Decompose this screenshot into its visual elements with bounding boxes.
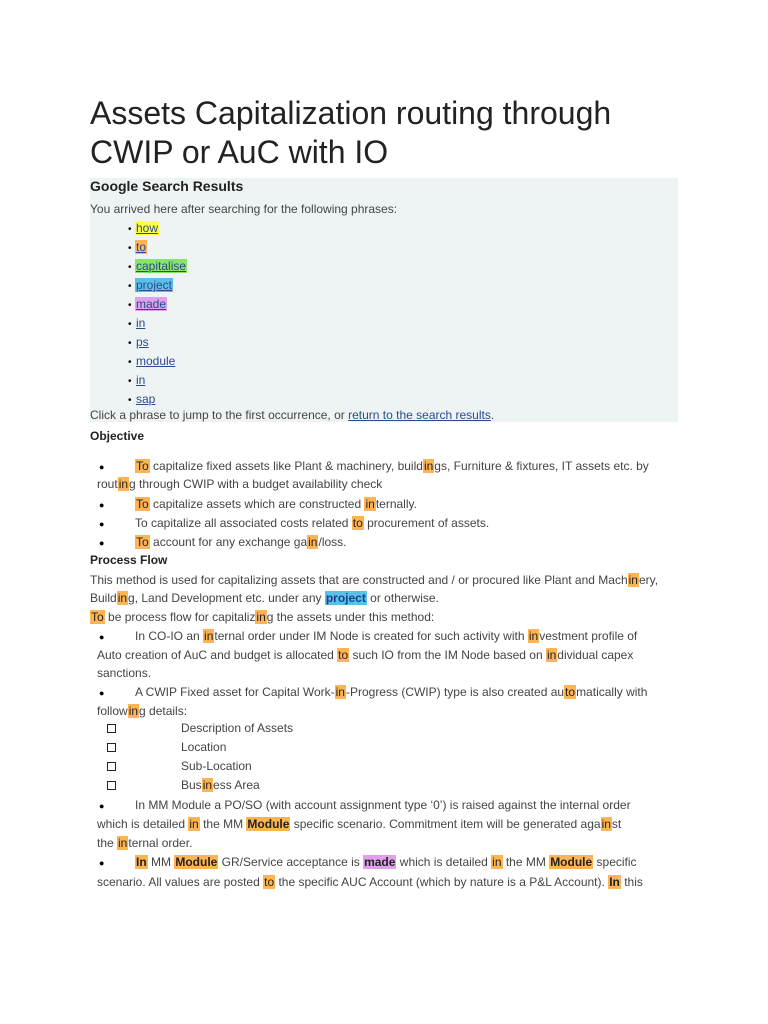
highlight: Module xyxy=(247,817,290,831)
text: or otherwise. xyxy=(366,591,439,605)
bullet-icon: • xyxy=(128,338,132,349)
highlight: Module xyxy=(550,855,593,869)
objective-item-2 xyxy=(135,496,417,513)
highlight: in xyxy=(204,629,214,643)
text: ternal order. xyxy=(128,836,193,850)
process-item-1-cont xyxy=(97,647,633,664)
highlight: in xyxy=(117,591,128,605)
list-item xyxy=(128,333,150,352)
phrase-link[interactable]: module xyxy=(136,354,176,368)
text: the specific AUC Account (which by nature is a P&L Account). xyxy=(275,875,609,889)
text: ess Area xyxy=(213,778,260,792)
highlight: in xyxy=(256,610,266,624)
text: g through CWIP with a budget availability check xyxy=(129,477,383,491)
process-intro xyxy=(90,609,434,626)
bullet-icon: ● xyxy=(99,538,105,548)
checkbox-icon xyxy=(107,724,116,733)
highlight: in xyxy=(365,497,375,511)
highlight: in xyxy=(528,629,539,643)
return-to-search-link[interactable]: return to the search results xyxy=(348,408,491,422)
text: procurement of assets. xyxy=(363,516,490,530)
text: Bus xyxy=(181,778,202,792)
text: be process flow for capitaliz xyxy=(104,610,256,624)
phrase-link[interactable]: in xyxy=(136,373,146,387)
list-item xyxy=(128,219,159,238)
detail-item: Sub-Location xyxy=(181,759,252,773)
footer-text-end: . xyxy=(490,408,495,422)
text: the MM xyxy=(199,817,247,831)
footer-text: Click a phrase to jump to the first occurrence, or xyxy=(90,408,349,422)
text: ternally. xyxy=(375,497,417,511)
search-results-box xyxy=(90,178,678,422)
process-item-3-cont xyxy=(97,816,621,833)
highlight: in xyxy=(492,855,502,869)
highlight: Module xyxy=(175,855,218,869)
highlight: To xyxy=(91,610,104,624)
process-item-2 xyxy=(135,684,647,701)
search-results-heading: Google Search Results xyxy=(90,178,244,194)
text: Auto creation of AuC and budget is allocated xyxy=(97,648,338,662)
highlight: in xyxy=(308,535,318,549)
text: vestment profile of xyxy=(539,629,638,643)
highlight: project xyxy=(325,591,366,605)
bullet-icon: ● xyxy=(99,519,105,529)
phrase-link[interactable]: made xyxy=(136,297,167,311)
bullet-icon: • xyxy=(128,357,132,368)
objective-item-1 xyxy=(135,458,649,475)
text: ery, xyxy=(638,573,659,587)
text: this xyxy=(620,875,643,889)
detail-item xyxy=(181,777,260,794)
text: specific xyxy=(593,855,637,869)
highlight: to xyxy=(565,685,576,699)
list-item xyxy=(128,238,147,257)
objective-item-1-cont xyxy=(97,476,382,493)
highlight: in xyxy=(128,704,139,718)
detail-item: Location xyxy=(181,740,227,754)
bullet-icon: • xyxy=(128,395,132,406)
bullet-icon: • xyxy=(128,262,132,273)
list-item xyxy=(128,295,167,314)
highlight: in xyxy=(202,778,213,792)
highlight: to xyxy=(338,648,349,662)
text: st xyxy=(611,817,622,831)
process-paragraph xyxy=(90,572,658,589)
objective-item-4 xyxy=(135,534,347,551)
text: This method is used for capitalizing assets that are constructed and / or procured like Plant and Mach xyxy=(90,573,628,587)
highlight: in xyxy=(423,459,434,473)
highlight: to xyxy=(264,875,275,889)
process-item-4 xyxy=(135,854,637,871)
phrase-link[interactable]: capitalise xyxy=(136,259,187,273)
highlight: in xyxy=(118,836,128,850)
checkbox-icon xyxy=(107,743,116,752)
text: follow xyxy=(97,704,128,718)
list-item xyxy=(128,314,146,333)
bullet-icon: ● xyxy=(99,632,105,642)
text: such IO from the IM Node based on xyxy=(349,648,546,662)
bullet-icon: ● xyxy=(99,462,105,472)
process-item-2-cont xyxy=(97,703,187,720)
bullet-icon: • xyxy=(128,281,132,292)
text: matically with xyxy=(576,685,648,699)
highlight: in xyxy=(601,817,611,831)
highlight: In xyxy=(136,855,147,869)
phrase-link[interactable]: ps xyxy=(136,335,149,349)
checkbox-icon xyxy=(107,781,116,790)
highlight: in xyxy=(628,573,638,587)
text: the MM xyxy=(502,855,550,869)
text: scenario. All values are posted xyxy=(97,875,264,889)
text: -Progress (CWIP) type is also created au xyxy=(345,685,565,699)
text: rout xyxy=(97,477,118,491)
highlight: in xyxy=(118,477,129,491)
bullet-icon: • xyxy=(128,243,132,254)
phrase-link[interactable]: to xyxy=(136,240,147,254)
highlight: To xyxy=(136,459,149,473)
text: the xyxy=(97,836,118,850)
phrase-link[interactable]: in xyxy=(136,316,146,330)
bullet-icon: ● xyxy=(99,858,105,868)
text: which is detailed xyxy=(396,855,492,869)
text: To capitalize all associated costs related xyxy=(135,516,352,530)
text: ternal order under IM Node is created for such activity with xyxy=(214,629,528,643)
objective-item-3 xyxy=(135,515,489,532)
page-title: Assets Capitalization routing through CWIP or AuC with IO xyxy=(90,95,612,170)
text: In MM Module a PO/SO (with account assignment type ‘0’) is raised against the internal order xyxy=(135,798,631,812)
bullet-icon: ● xyxy=(99,500,105,510)
text: capitalize fixed assets like Plant & machinery, build xyxy=(149,459,423,473)
search-results-intro: You arrived here after searching for the following phrases: xyxy=(90,202,398,216)
text: dividual capex xyxy=(557,648,634,662)
text: Build xyxy=(90,591,117,605)
highlight: To xyxy=(136,497,149,511)
highlight: In xyxy=(609,875,620,889)
process-paragraph-cont xyxy=(90,590,439,607)
checkbox-icon xyxy=(107,762,116,771)
text: which is detailed xyxy=(97,817,189,831)
text: MM xyxy=(147,855,175,869)
highlight: to xyxy=(352,516,363,530)
text: account for any exchange ga xyxy=(149,535,308,549)
bullet-icon: • xyxy=(128,376,132,387)
text: A CWIP Fixed asset for Capital Work- xyxy=(135,685,335,699)
objective-heading: Objective xyxy=(90,429,145,443)
bullet-icon: • xyxy=(128,319,132,330)
phrase-link[interactable]: project xyxy=(136,278,173,292)
process-item-1-cont2 xyxy=(97,665,151,682)
search-results-footer xyxy=(90,408,494,422)
highlight: in xyxy=(189,817,199,831)
highlight: made xyxy=(364,855,396,869)
list-item xyxy=(128,276,173,295)
highlight: To xyxy=(136,535,149,549)
text: sanctions. xyxy=(97,666,152,680)
detail-item: Description of Assets xyxy=(181,721,294,735)
highlight: in xyxy=(335,685,345,699)
list-item xyxy=(128,371,146,390)
bullet-icon: ● xyxy=(99,801,105,811)
list-item xyxy=(128,390,156,409)
phrase-link[interactable]: how xyxy=(136,221,159,235)
process-item-1 xyxy=(135,628,637,645)
text: GR/Service acceptance is xyxy=(218,855,364,869)
phrase-link[interactable]: sap xyxy=(136,392,156,406)
text: g, Land Development etc. under any xyxy=(128,591,325,605)
bullet-icon: • xyxy=(128,300,132,311)
text: /loss. xyxy=(318,535,347,549)
text: g details: xyxy=(139,704,188,718)
highlight: in xyxy=(546,648,557,662)
list-item xyxy=(128,257,187,276)
process-item-4-cont xyxy=(97,874,643,891)
bullet-icon: ● xyxy=(99,688,105,698)
process-item-3 xyxy=(135,797,631,814)
bullet-icon: • xyxy=(128,224,132,235)
text: g the assets under this method: xyxy=(266,610,435,624)
process-flow-heading: Process Flow xyxy=(90,553,168,567)
text: capitalize assets which are constructed xyxy=(149,497,365,511)
list-item xyxy=(128,352,176,371)
text: In CO-IO an xyxy=(135,629,204,643)
text: gs, Furniture & fixtures, IT assets etc. by xyxy=(434,459,649,473)
text: specific scenario. Commitment item will be generated aga xyxy=(290,817,601,831)
process-item-3-cont2 xyxy=(97,835,192,852)
